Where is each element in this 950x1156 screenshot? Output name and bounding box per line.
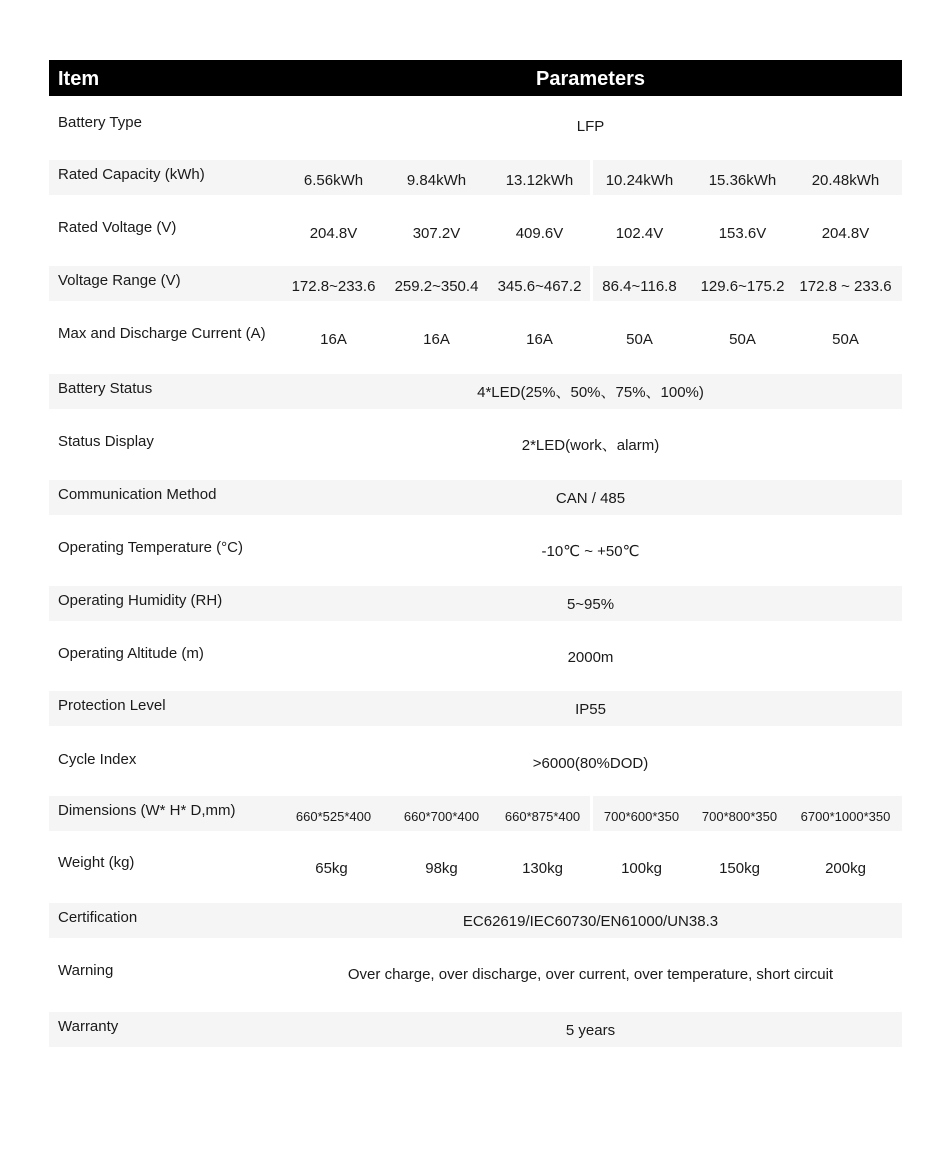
row-cell: 86.4~116.8 xyxy=(602,278,677,295)
row-label: Protection Level xyxy=(58,697,166,714)
row-value: IP55 xyxy=(575,701,606,718)
row-label: Warranty xyxy=(58,1018,119,1035)
row-value: Over charge, over discharge, over current, over temperature, short circuit xyxy=(347,966,834,983)
row-cell: 102.4V xyxy=(615,225,664,242)
row-cell: 65kg xyxy=(315,860,348,877)
row-label: Weight (kg) xyxy=(58,854,135,871)
row-cell: 259.2~350.4 xyxy=(394,278,479,295)
row-value: -10℃ ~ +50℃ xyxy=(541,543,640,560)
row-cell: 98kg xyxy=(425,860,458,877)
table-row xyxy=(49,160,902,195)
row-cell: 50A xyxy=(626,331,653,348)
row-cell: 204.8V xyxy=(309,225,358,242)
table-row xyxy=(49,533,902,568)
row-cell: 6700*1000*350 xyxy=(800,809,891,824)
row-cell: 172.8~233.6 xyxy=(291,278,376,295)
row-label: Rated Capacity (kWh) xyxy=(58,166,205,183)
row-value: 2*LED(work、alarm) xyxy=(521,437,660,454)
row-label: Operating Altitude (m) xyxy=(58,645,204,662)
row-cell: 700*600*350 xyxy=(603,809,680,824)
row-cell: 16A xyxy=(423,331,450,348)
row-value: EC62619/IEC60730/EN61000/UN38.3 xyxy=(462,913,719,930)
row-cell: 660*525*400 xyxy=(295,809,372,824)
table-row xyxy=(49,745,902,780)
row-label: Battery Status xyxy=(58,380,153,397)
table-row xyxy=(49,319,902,354)
row-value: LFP xyxy=(576,118,605,135)
row-value: 5~95% xyxy=(566,596,615,613)
row-cell: 150kg xyxy=(719,860,760,877)
table-row xyxy=(49,266,902,301)
table-row xyxy=(49,691,902,726)
row-label: Communication Method xyxy=(58,486,217,503)
row-label: Status Display xyxy=(58,433,154,450)
table-header xyxy=(49,60,902,96)
table-row xyxy=(49,108,902,143)
row-label: Max and Discharge Current (A) xyxy=(58,325,266,342)
row-cell: 409.6V xyxy=(515,225,564,242)
row-cell: 660*700*400 xyxy=(403,809,480,824)
row-cell: 200kg xyxy=(825,860,866,877)
row-cell: 9.84kWh xyxy=(406,172,467,189)
row-cell: 660*875*400 xyxy=(504,809,581,824)
row-label: Cycle Index xyxy=(58,751,137,768)
row-cell: 16A xyxy=(320,331,347,348)
row-cell: 20.48kWh xyxy=(811,172,880,189)
table-row xyxy=(49,213,902,248)
row-label: Rated Voltage (V) xyxy=(58,219,177,236)
row-cell: 130kg xyxy=(522,860,563,877)
row-cell: 50A xyxy=(729,331,756,348)
row-label: Dimensions (W* H* D,mm) xyxy=(58,802,236,819)
table-row xyxy=(49,586,902,621)
row-value: 4*LED(25%、50%、75%、100%) xyxy=(477,384,704,401)
table-row xyxy=(49,903,902,938)
row-cell: 100kg xyxy=(621,860,662,877)
row-cell: 153.6V xyxy=(718,225,767,242)
table-row xyxy=(49,374,902,409)
row-cell: 700*800*350 xyxy=(701,809,778,824)
row-cell: 307.2V xyxy=(412,225,461,242)
row-cell: 13.12kWh xyxy=(505,172,574,189)
row-cell: 15.36kWh xyxy=(708,172,777,189)
table-row xyxy=(49,1012,902,1047)
header-item: Item xyxy=(58,68,100,90)
row-cell: 172.8 ~ 233.6 xyxy=(799,278,892,295)
row-cell: 16A xyxy=(526,331,553,348)
table-row xyxy=(49,796,902,831)
header-parameters: Parameters xyxy=(536,68,645,90)
row-cell: 6.56kWh xyxy=(303,172,364,189)
row-value: 5 years xyxy=(565,1022,616,1039)
row-label: Certification xyxy=(58,909,138,926)
row-label: Operating Temperature (°C) xyxy=(58,539,243,556)
row-value: CAN / 485 xyxy=(555,490,626,507)
row-label: Warning xyxy=(58,962,114,979)
row-value: >6000(80%DOD) xyxy=(532,755,649,772)
row-label: Battery Type xyxy=(58,114,142,131)
row-label: Voltage Range (V) xyxy=(58,272,181,289)
row-cell: 204.8V xyxy=(821,225,870,242)
row-value: 2000m xyxy=(567,649,614,666)
table-row xyxy=(49,956,902,991)
row-cell: 10.24kWh xyxy=(605,172,674,189)
table-row xyxy=(49,480,902,515)
table-row xyxy=(49,427,902,462)
row-cell: 345.6~467.2 xyxy=(497,278,582,295)
row-cell: 129.6~175.2 xyxy=(700,278,785,295)
table-row xyxy=(49,848,902,883)
row-cell: 50A xyxy=(832,331,859,348)
table-row xyxy=(49,639,902,674)
row-label: Operating Humidity (RH) xyxy=(58,592,223,609)
